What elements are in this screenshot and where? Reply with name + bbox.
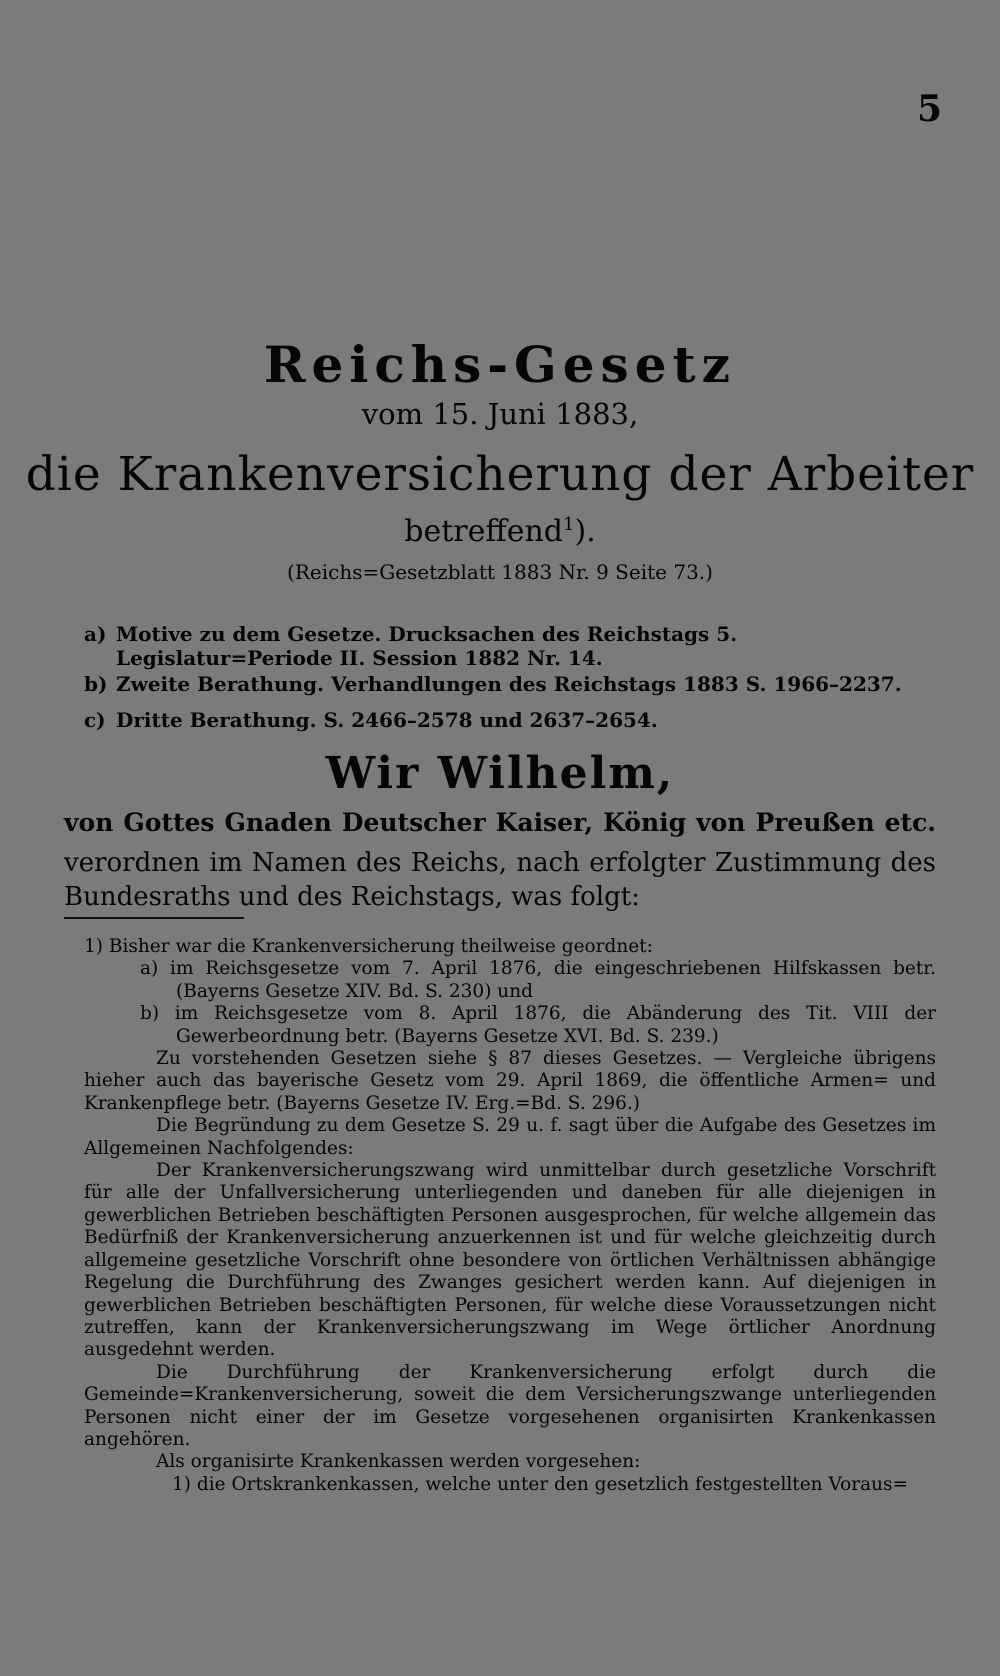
note-b xyxy=(84,672,934,696)
footnote-block xyxy=(84,936,936,1496)
footnote-paragraph: Als organisirte Krankenkassen werden vorgesehen: xyxy=(156,1451,641,1473)
note-a xyxy=(84,622,934,670)
law-title: Reichs-Gesetz xyxy=(263,335,737,394)
betreffend-end: ). xyxy=(574,514,596,549)
footnote-item-b: b) im Reichsgesetze vom 8. April 1876, die Abänderung des Tit. VIII der Gewerbeordnung betr. (Bayerns Gesetze XVI. Bd. S. 239.) xyxy=(140,1003,936,1047)
note-text: Motive zu dem Gesetze. Drucksachen des Reichstags 5. Legislatur=Periode II. Session 1882 Nr. 14. xyxy=(116,622,738,670)
law-date: vom 15. Juni 1883, xyxy=(361,397,639,431)
note-text: Dritte Berathung. S. 2466–2578 und 2637–2654. xyxy=(116,708,658,732)
footnote-paragraph: Zu vorstehenden Gesetzen siehe § 87 dieses Gesetzes. — Vergleiche übrigens hieher auch das bayerische Gesetz vom 29. April 1869, die öffentliche Armen= und Krankenpflege betr. (Bayerns Gesetze IV. Erg.=Bd. S. 296.) xyxy=(84,1048,936,1114)
note-mark: a) xyxy=(84,622,107,646)
footnote-intro: 1) Bisher war die Krankenversicherung theilweise geordnet: xyxy=(84,936,653,957)
note-text: Zweite Berathung. Verhandlungen des Reichstags 1883 S. 1966–2237. xyxy=(116,672,902,696)
betreffend-text: betreffend xyxy=(404,514,563,549)
note-mark: b) xyxy=(84,672,108,696)
footnote-list-item: 1) die Ortskrankenkassen, welche unter den gesetzlich festgestellten Voraus= xyxy=(172,1473,909,1495)
footnote-paragraph: Der Krankenversicherungszwang wird unmittelbar durch gesetzliche Vorschrift für alle der Unfallversicherung unterliegenden und daneben für alle diejenigen in gewerblichen Betrieben beschäftigten Personen ausgesprochen, für welche allgemein das Bedürfniß der Krankenversicherung anzuerkennen ist und für welche gleichzeitig durch allgemeine gesetzliche Vorschrift ohne besondere von örtlichen Verhältnissen abhängige Regelung die Durchführung des Zwanges gesichert werden kann. Auf diejenigen in gewerblichen Betrieben beschäftigten Personen, für welche diese Voraussetzungen nicht zutreffen, kann der Krankenversicherungszwang im Wege örtlicher Anordnung ausgedehnt werden. xyxy=(84,1160,936,1361)
footnote-ref: 1 xyxy=(563,514,575,535)
legislative-notes xyxy=(84,622,934,670)
note-mark: c) xyxy=(84,708,106,732)
footnote-divider xyxy=(64,917,244,919)
preamble-decree: verordnen im Namen des Reichs, nach erfolgter Zustimmung des Bundesraths und des Reichstags, was folgt: xyxy=(64,848,936,912)
page-number: 5 xyxy=(916,88,942,130)
legislative-notes-c xyxy=(84,708,934,732)
preamble-wir: Wir Wilhelm, xyxy=(325,748,675,799)
note-c xyxy=(84,708,934,732)
gazette-reference: (Reichs=Gesetzblatt 1883 Nr. 9 Seite 73.) xyxy=(287,560,713,584)
preamble-title: von Gottes Gnaden Deutscher Kaiser, König von Preußen etc. xyxy=(64,808,936,837)
footnote-paragraph: Die Durchführung der Krankenversicherung erfolgt durch die Gemeinde=Krankenversicherung, soweit die dem Versicherungszwange unterliegenden Personen nicht einer der im Gesetze vorgesehenen organisirten Krankenkassen angehören. xyxy=(84,1361,936,1450)
law-subject-end xyxy=(0,514,1000,549)
footnote-item-a: a) im Reichsgesetze vom 7. April 1876, die eingeschriebenen Hilfskassen betr. (Bayerns Gesetze XIV. Bd. S. 230) und xyxy=(140,958,936,1002)
law-subject: die Krankenversicherung der Arbeiter xyxy=(25,447,975,502)
footnote-paragraph: Die Begründung zu dem Gesetze S. 29 u. f. sagt über die Aufgabe des Gesetzes im Allgemeinen Nachfolgendes: xyxy=(84,1115,936,1159)
legislative-notes-b xyxy=(84,672,934,696)
